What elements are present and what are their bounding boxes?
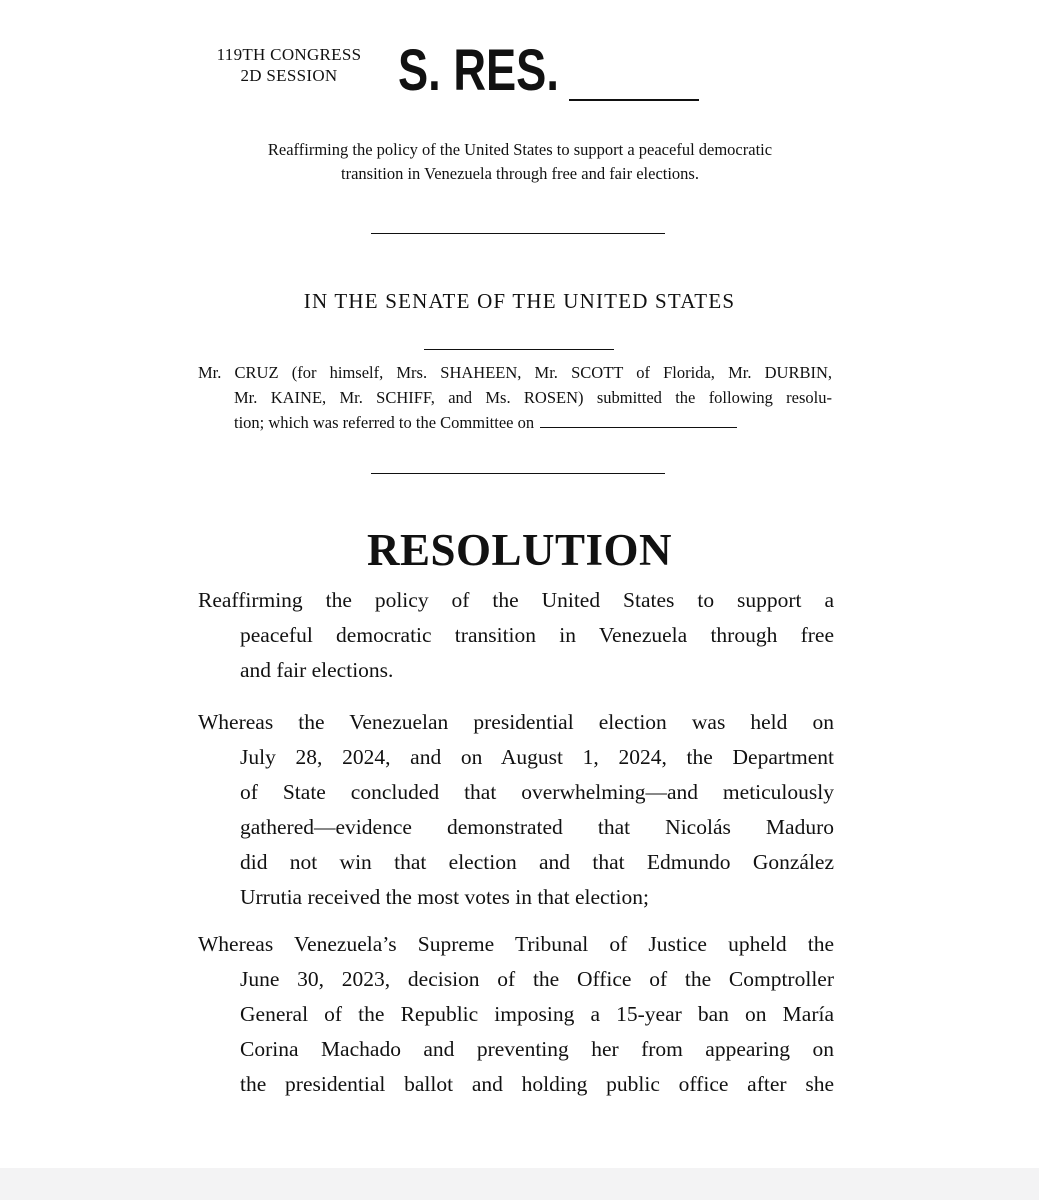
sponsors-paragraph: [198, 360, 832, 435]
whereas-line: General of the Republic imposing a 15-year ban on María: [240, 1002, 834, 1026]
sponsors-line-text: tion; which was referred to the Committee on: [234, 413, 535, 432]
whereas-line: of State concluded that overwhelming—and meticulously: [240, 780, 834, 804]
long-title-line: peaceful democratic transition in Venezuela through free: [240, 623, 834, 647]
whereas-line: did not win that election and that Edmundo González: [240, 850, 834, 874]
congress-session-label: [198, 44, 380, 86]
session-number: 2D SESSION: [240, 66, 338, 85]
long-title-line: and fair elections.: [240, 658, 394, 682]
whereas-line: Whereas Venezuela’s Supreme Tribunal of Justice upheld the: [198, 932, 834, 956]
whereas-line: Corina Machado and preventing her from appearing on: [240, 1037, 834, 1061]
divider-rule: [371, 473, 665, 474]
divider-rule: [371, 233, 665, 234]
sponsors-line-committee: [198, 410, 832, 435]
whereas-clause-2: [198, 927, 834, 1102]
whereas-line: gathered—evidence demonstrated that Nicolás Maduro: [240, 815, 834, 839]
long-title-line: Reaffirming the policy of the United States to support a: [198, 588, 834, 612]
sponsors-line: Mr. KAINE, Mr. SCHIFF, and Ms. ROSEN) submitted the following resolu-: [234, 388, 832, 407]
short-title-line: transition in Venezuela through free and fair elections.: [341, 164, 699, 183]
divider-rule: [424, 349, 614, 350]
short-title-line: Reaffirming the policy of the United States to support a peaceful democratic: [267, 140, 773, 159]
congress-number: 119TH CONGRESS: [216, 45, 362, 64]
resolution-number-blank: [569, 99, 699, 101]
long-title-paragraph: [198, 583, 834, 688]
short-title: [180, 138, 860, 186]
whereas-line: Whereas the Venezuelan presidential election was held on: [198, 710, 834, 734]
resolution-heading: RESOLUTION: [366, 525, 673, 575]
whereas-line: Urrutia received the most votes in that election;: [240, 885, 649, 909]
page-bottom-edge: [0, 1168, 1039, 1200]
committee-blank: [540, 413, 737, 428]
sponsors-line: Mr. CRUZ (for himself, Mrs. SHAHEEN, Mr. SCOTT of Florida, Mr. DURBIN,: [198, 363, 832, 382]
whereas-line: July 28, 2024, and on August 1, 2024, the Department: [240, 745, 834, 769]
whereas-line: June 30, 2023, decision of the Office of the Comptroller: [240, 967, 834, 991]
senate-heading: IN THE SENATE OF THE UNITED STATES: [303, 289, 736, 313]
whereas-clause-1: [198, 705, 834, 915]
resolution-number: S. RES.: [398, 38, 559, 103]
whereas-line: the presidential ballot and holding public office after she: [240, 1072, 834, 1096]
